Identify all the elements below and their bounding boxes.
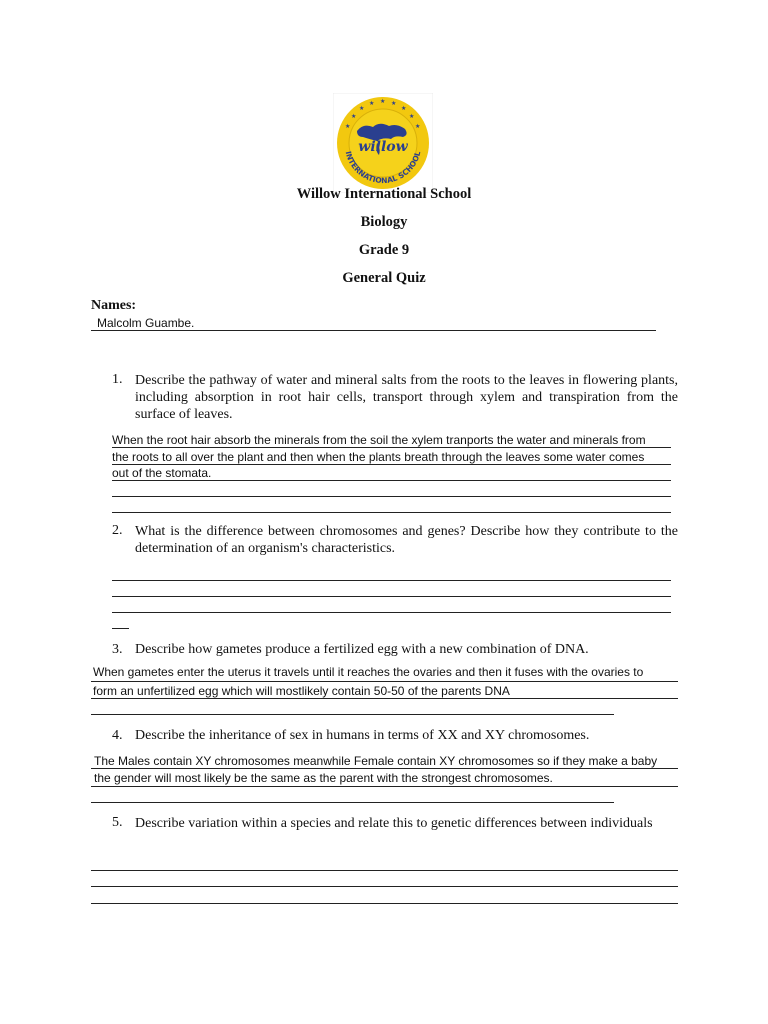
grade-title: Grade 9	[358, 242, 410, 258]
answer-1-line-2: the roots to all over the plant and then when the plants breath through the leaves some water comes	[112, 450, 645, 464]
answer-line[interactable]	[112, 596, 671, 597]
logo-wordmark: willow	[358, 139, 408, 155]
answer-line[interactable]	[112, 512, 671, 513]
svg-text:★: ★	[401, 105, 407, 112]
question-3-text: Describe how gametes produce a fertilized egg with a new combination of DNA.	[135, 642, 589, 657]
answer-line[interactable]	[91, 903, 678, 904]
answer-line[interactable]	[91, 714, 614, 715]
answer-line[interactable]	[91, 886, 678, 887]
answer-1-line-1: When the root hair absorb the minerals from the soil the xylem tranports the water and minerals from	[112, 433, 646, 447]
logo-ring-text: INTERNATIONAL SCHOOL	[343, 150, 423, 186]
question-2-text: What is the difference between chromosomes and genes? Describe how they contribute to the determination of an organism's characteristics.	[135, 524, 678, 556]
answer-line[interactable]	[112, 580, 671, 581]
school-logo	[333, 93, 433, 193]
svg-text:★: ★	[391, 100, 397, 107]
answer-line[interactable]	[91, 698, 678, 699]
answer-line[interactable]	[112, 628, 129, 629]
answer-3-line-1: When gametes enter the uterus it travels until it reaches the ovaries and then it fuses with the ovaries to	[93, 665, 644, 679]
svg-text:★: ★	[415, 123, 421, 130]
answer-4-line-2: the gender will most likely be the same as the parent with the strongest chromosomes.	[94, 771, 553, 785]
question-3-number: 3.	[112, 642, 123, 657]
question-5-text: Describe variation within a species and relate this to genetic differences between individuals	[135, 816, 653, 831]
question-4-text: Describe the inheritance of sex in humans in terms of XX and XY chromosomes.	[135, 728, 590, 743]
answer-line[interactable]	[91, 681, 678, 682]
quiz-title: General Quiz	[342, 270, 426, 286]
answer-1-line-3: out of the stomata.	[112, 466, 212, 480]
question-1-text: Describe the pathway of water and mineral salts from the roots to the leaves in flowering plants, including absorption in root hair cells, transport through xylem and transpiration from the surface of leaves.	[135, 373, 678, 422]
question-2-number: 2.	[112, 523, 123, 538]
name-answer-line[interactable]	[91, 330, 656, 331]
question-4-number: 4.	[112, 728, 123, 743]
svg-text:★: ★	[359, 105, 365, 112]
names-label: Names:	[91, 298, 137, 313]
answer-line[interactable]	[112, 480, 671, 481]
school-name: Willow International School	[296, 186, 472, 202]
answer-line[interactable]	[91, 870, 678, 871]
answer-line[interactable]	[112, 496, 671, 497]
svg-text:★: ★	[409, 113, 415, 120]
answer-3-line-2: form an unfertilized egg which will mostlikely contain 50-50 of the parents DNA	[93, 684, 510, 698]
student-name: Malcolm Guambe.	[97, 316, 195, 330]
svg-text:★: ★	[369, 100, 375, 107]
question-5-number: 5.	[112, 815, 123, 830]
answer-4-line-1: The Males contain XY chromosomes meanwhile Female contain XY chromosomes so if they make a baby	[94, 754, 658, 768]
answer-line[interactable]	[112, 447, 671, 448]
svg-text:★: ★	[380, 98, 386, 105]
subject-title: Biology	[360, 214, 408, 230]
svg-text:★: ★	[345, 123, 351, 130]
answer-line[interactable]	[91, 786, 678, 787]
question-1-number: 1.	[112, 372, 123, 387]
svg-text:★: ★	[351, 113, 357, 120]
answer-line[interactable]	[91, 802, 614, 803]
logo-emblem	[333, 93, 433, 193]
answer-line[interactable]	[91, 768, 678, 769]
answer-line[interactable]	[112, 612, 671, 613]
